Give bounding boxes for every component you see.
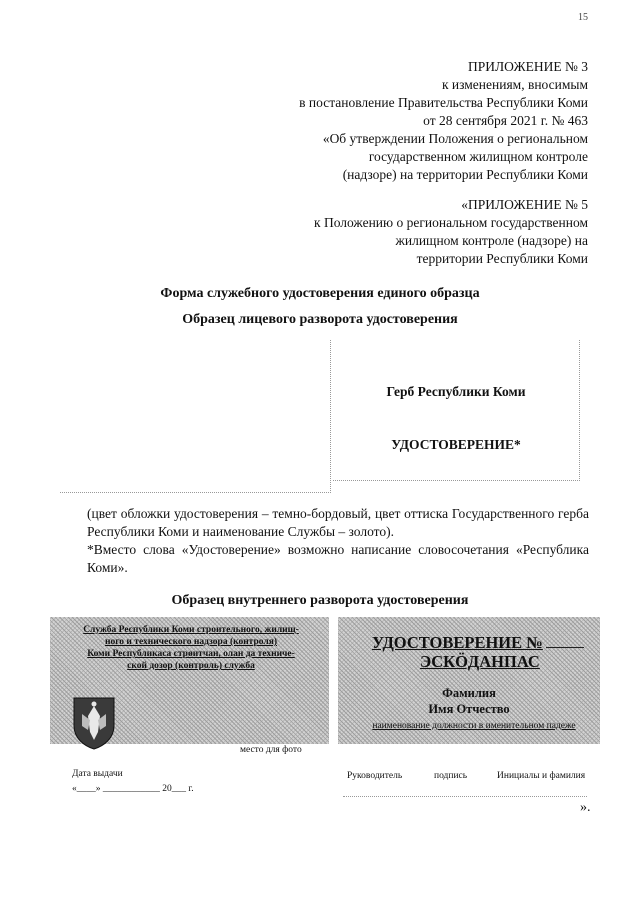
- photo-placeholder-label: место для фото: [240, 745, 302, 755]
- surname-label: Фамилия: [442, 686, 496, 700]
- appendix-line: государственном жилищном контроле: [368, 149, 588, 164]
- appendix-line: в постановление Правительства Республики Коми: [299, 95, 588, 110]
- initials-label: Инициалы и фамилия: [497, 771, 586, 781]
- certificate-number-line: [546, 647, 584, 648]
- appendix-line: к изменениям, вносимым: [441, 77, 588, 92]
- issue-date-label: Дата выдачи: [72, 769, 123, 779]
- appendix-line: (надзоре) на территории Республики Коми: [342, 167, 588, 182]
- appendix-line: от 28 сентября 2021 г. № 463: [423, 113, 588, 128]
- appendix5-header: [314, 196, 588, 268]
- form-title: Форма служебного удостоверения единого образца: [160, 286, 480, 301]
- appendix5-line: к Положению о региональном государственном: [314, 215, 588, 230]
- service-line: Служба Республики Коми строительного, жилищ-: [83, 625, 299, 635]
- asterisk-note: *Вместо слова «Удостоверение» возможно написание словосочетания «Республика Коми».: [87, 542, 589, 575]
- closing-quote: ».: [580, 800, 591, 815]
- coat-of-arms-label: Герб Республики Коми: [386, 384, 526, 399]
- inner-certificate-title-text: УДОСТОВЕРЕНИЕ №: [372, 633, 543, 652]
- signature-dotted-line: [343, 796, 587, 797]
- service-line: Коми Республикаса стрøитчан, олан да техниче-: [87, 649, 295, 659]
- certificate-label: УДОСТОВЕРЕНИЕ*: [391, 437, 521, 452]
- issue-date-line: «____» ____________ 20___ г.: [72, 784, 194, 794]
- service-line: ного и технического надзора (контроля): [105, 637, 277, 647]
- appendix5-line: «ПРИЛОЖЕНИЕ № 5: [461, 197, 588, 212]
- service-name: [60, 624, 322, 672]
- front-spread-title: Образец лицевого разворота удостоверения: [182, 312, 458, 327]
- appendix5-line: жилищном контроле (надзоре) на: [395, 233, 588, 248]
- head-label: Руководитель: [347, 771, 403, 781]
- certificate-title-komi: ЭСКÖДАНПАС: [420, 652, 540, 671]
- position-hint: наименование должности в именительном падеже: [372, 721, 576, 731]
- page-number: 15: [578, 12, 588, 23]
- appendix-header: [299, 58, 588, 184]
- cover-right-panel: [333, 340, 580, 481]
- service-line: ской дозор (контроль) служба: [127, 661, 255, 671]
- signature-label: подпись: [434, 771, 468, 781]
- name-patronymic-label: Имя Отчество: [428, 702, 510, 716]
- appendix-line: «Об утверждении Положения о региональном: [322, 131, 588, 146]
- inner-certificate-title: [372, 633, 584, 653]
- color-note: (цвет обложки удостоверения – темно-бордовый, цвет оттиска Государственного герба Республики Коми и наименование Службы – золото).: [87, 506, 589, 539]
- inner-spread-title: Образец внутреннего разворота удостоверения: [171, 593, 469, 608]
- cover-left-panel: [60, 340, 331, 493]
- appendix5-line: территории Республики Коми: [416, 251, 588, 266]
- appendix-line: ПРИЛОЖЕНИЕ № 3: [467, 59, 588, 74]
- coat-of-arms-icon: [70, 696, 118, 750]
